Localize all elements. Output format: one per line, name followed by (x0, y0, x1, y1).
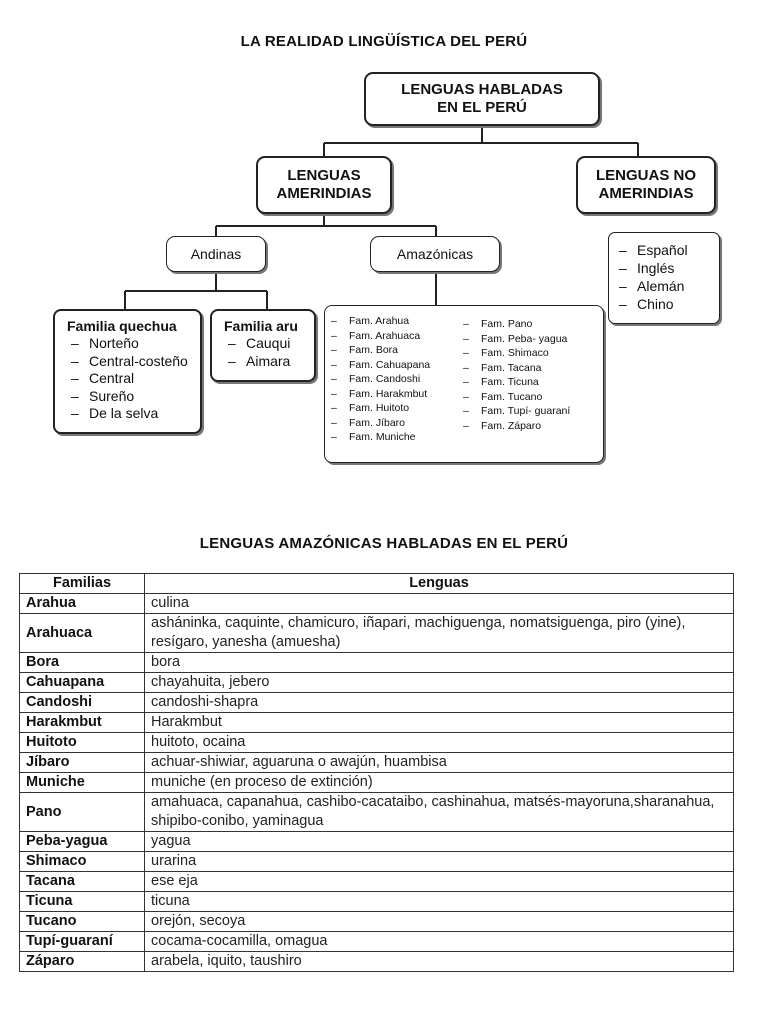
family-cell: Huitoto (20, 733, 145, 753)
list-item: – Fam. Huitoto (327, 401, 430, 416)
list-item: – Fam. Candoshi (327, 372, 430, 387)
family-cell: Peba-yagua (20, 832, 145, 852)
table-row (20, 932, 734, 952)
family-cell: Cahuapana (20, 673, 145, 693)
list-item: – Fam. Bora (327, 343, 430, 358)
family-cell: Jíbaro (20, 753, 145, 773)
amazonian-families-col1 (327, 314, 430, 445)
table-row (20, 892, 734, 912)
aru-family-title: Familia aru (224, 318, 298, 334)
table-row (20, 793, 734, 832)
list-item: – Chino (615, 295, 715, 313)
amazonicas-node (370, 236, 500, 272)
list-item: – Fam. Cahuapana (327, 358, 430, 373)
list-item: – Sureño (67, 388, 200, 406)
table-row (20, 952, 734, 972)
table-row (20, 614, 734, 653)
table-row (20, 852, 734, 872)
no-amerindias-list-box (608, 232, 720, 324)
languages-cell: cocama-cocamilla, omagua (145, 932, 734, 952)
family-cell: Tucano (20, 912, 145, 932)
list-item: – Fam. Tucano (459, 390, 570, 405)
quechua-family-box (53, 309, 202, 434)
languages-cell: bora (145, 653, 734, 673)
languages-cell: muniche (en proceso de extinción) (145, 773, 734, 793)
list-item: – Fam. Arahuaca (327, 329, 430, 344)
list-item: – Fam. Záparo (459, 419, 570, 434)
list-item: – Inglés (615, 259, 715, 277)
family-cell: Candoshi (20, 693, 145, 713)
list-item: – Fam. Shimaco (459, 346, 570, 361)
table-row (20, 653, 734, 673)
list-item: – Alemán (615, 277, 715, 295)
list-item: – Central-costeño (67, 353, 200, 371)
list-item: – Fam. Tupí- guaraní (459, 404, 570, 419)
quechua-variant-list (67, 335, 200, 423)
table-row (20, 594, 734, 614)
family-cell: Ticuna (20, 892, 145, 912)
no-amerindias-label: LENGUAS NO AMERINDIAS (595, 167, 696, 202)
languages-cell: arabela, iquito, taushiro (145, 952, 734, 972)
family-cell: Shimaco (20, 852, 145, 872)
root-label: LENGUAS HABLADAS EN EL PERÚ (401, 81, 563, 116)
list-item: – Central (67, 370, 200, 388)
aru-family-box (210, 309, 316, 382)
languages-cell: huitoto, ocaina (145, 733, 734, 753)
amerindias-label: LENGUAS AMERINDIAS (276, 167, 372, 202)
languages-cell: candoshi-shapra (145, 693, 734, 713)
family-cell: Pano (20, 793, 145, 832)
no-amerindias-list (615, 241, 715, 313)
family-cell: Arahua (20, 594, 145, 614)
root-node (364, 72, 600, 126)
languages-cell: asháninka, caquinte, chamicuro, iñapari, machiguenga, nomatsiguenga, piro (yine), resígaro, yanesha (amuesha) (145, 614, 734, 653)
table-row (20, 773, 734, 793)
table-row (20, 733, 734, 753)
list-item: – Fam. Jíbaro (327, 416, 430, 431)
column-header-families: Familias (20, 574, 145, 594)
list-item: – Fam. Harakmbut (327, 387, 430, 402)
languages-cell: culina (145, 594, 734, 614)
no-amerindias-node (576, 156, 716, 214)
languages-cell: amahuaca, capanahua, cashibo-cacataibo, cashinahua, matsés-mayoruna,sharanahua, shipibo-conibo, yaminagua (145, 793, 734, 832)
family-cell: Arahuaca (20, 614, 145, 653)
table-row (20, 693, 734, 713)
table-row (20, 673, 734, 693)
table-row (20, 713, 734, 733)
family-cell: Muniche (20, 773, 145, 793)
table-header-row (20, 574, 734, 594)
family-cell: Záparo (20, 952, 145, 972)
column-header-languages: Lenguas (145, 574, 734, 594)
family-cell: Tacana (20, 872, 145, 892)
languages-cell: orejón, secoya (145, 912, 734, 932)
andinas-node (166, 236, 266, 272)
list-item: – Fam. Muniche (327, 430, 430, 445)
amazonian-families-box (324, 305, 604, 463)
list-item: – Cauqui (224, 335, 314, 353)
table-title: LENGUAS AMAZÓNICAS HABLADAS EN EL PERÚ (199, 535, 569, 552)
page-title: LA REALIDAD LINGÜÍSTICA DEL PERÚ (240, 33, 528, 50)
languages-cell: ticuna (145, 892, 734, 912)
family-cell: Harakmbut (20, 713, 145, 733)
list-item: – Aimara (224, 353, 314, 371)
list-item: – Español (615, 241, 715, 259)
list-item: – Fam. Peba- yagua (459, 332, 570, 347)
table-row (20, 912, 734, 932)
family-cell: Tupí-guaraní (20, 932, 145, 952)
amazonian-families-col2 (459, 317, 570, 433)
list-item: – Fam. Pano (459, 317, 570, 332)
amerindias-node (256, 156, 392, 214)
list-item: – De la selva (67, 405, 200, 423)
languages-cell: yagua (145, 832, 734, 852)
list-item: – Fam. Ticuna (459, 375, 570, 390)
list-item: – Norteño (67, 335, 200, 353)
languages-cell: urarina (145, 852, 734, 872)
list-item: – Fam. Arahua (327, 314, 430, 329)
languages-cell: achuar-shiwiar, aguaruna o awajún, huambisa (145, 753, 734, 773)
languages-cell: ese eja (145, 872, 734, 892)
quechua-family-title: Familia quechua (67, 318, 177, 334)
table-row (20, 753, 734, 773)
family-cell: Bora (20, 653, 145, 673)
list-item: – Fam. Tacana (459, 361, 570, 376)
languages-cell: Harakmbut (145, 713, 734, 733)
amazonicas-label: Amazónicas (396, 246, 474, 262)
andinas-label: Andinas (190, 246, 242, 262)
amazonian-languages-table (19, 573, 734, 972)
table-row (20, 832, 734, 852)
table-row (20, 872, 734, 892)
languages-cell: chayahuita, jebero (145, 673, 734, 693)
aru-language-list (224, 335, 314, 370)
